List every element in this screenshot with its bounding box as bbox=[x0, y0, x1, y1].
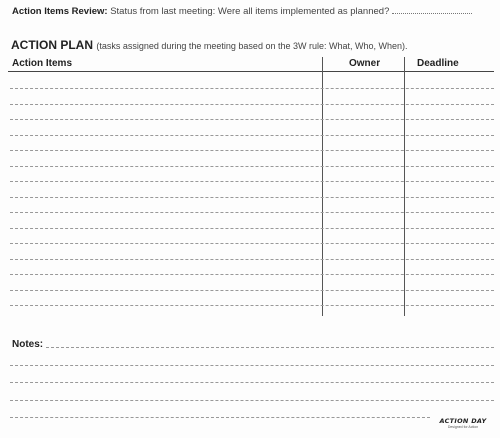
deadline-column-divider bbox=[404, 57, 405, 316]
action-item-row[interactable] bbox=[10, 135, 494, 136]
action-item-row[interactable] bbox=[10, 290, 494, 291]
column-header-action-items: Action Items bbox=[12, 58, 73, 69]
logo-tagline: Designed for Action bbox=[447, 425, 479, 429]
action-item-row[interactable] bbox=[10, 197, 494, 198]
column-header-owner: Owner bbox=[349, 58, 381, 69]
review-label: Action Items Review: bbox=[12, 6, 108, 17]
action-item-row[interactable] bbox=[10, 150, 494, 151]
action-items-review bbox=[12, 5, 492, 17]
review-question: Status from last meeting: Were all items implemented as planned? bbox=[110, 6, 390, 17]
logo-brand: ACTION DAY bbox=[439, 417, 487, 425]
action-plan-title: ACTION PLAN bbox=[11, 38, 93, 52]
notes-line[interactable] bbox=[10, 417, 430, 418]
notes-line[interactable] bbox=[10, 382, 494, 383]
action-item-row[interactable] bbox=[10, 119, 494, 120]
action-item-row[interactable] bbox=[10, 274, 494, 275]
action-item-row[interactable] bbox=[10, 88, 494, 89]
column-header-deadline: Deadline bbox=[417, 58, 459, 69]
action-item-row[interactable] bbox=[10, 228, 494, 229]
action-day-logo bbox=[438, 417, 488, 433]
table-header-rule bbox=[8, 71, 494, 72]
notes-line[interactable] bbox=[10, 400, 494, 401]
action-item-row[interactable] bbox=[10, 259, 494, 260]
action-item-row[interactable] bbox=[10, 104, 494, 105]
action-plan-heading bbox=[11, 38, 408, 52]
review-answer-line[interactable] bbox=[392, 5, 472, 14]
notes-line[interactable] bbox=[46, 347, 494, 348]
action-item-row[interactable] bbox=[10, 166, 494, 167]
action-item-row[interactable] bbox=[10, 305, 494, 306]
notes-label: Notes: bbox=[12, 339, 44, 350]
notes-line[interactable] bbox=[10, 365, 494, 366]
owner-column-divider bbox=[322, 57, 323, 316]
action-item-row[interactable] bbox=[10, 181, 494, 182]
action-plan-subtitle: (tasks assigned during the meeting based on the 3W rule: What, Who, When). bbox=[96, 41, 408, 51]
action-item-row[interactable] bbox=[10, 243, 494, 244]
action-item-row[interactable] bbox=[10, 212, 494, 213]
